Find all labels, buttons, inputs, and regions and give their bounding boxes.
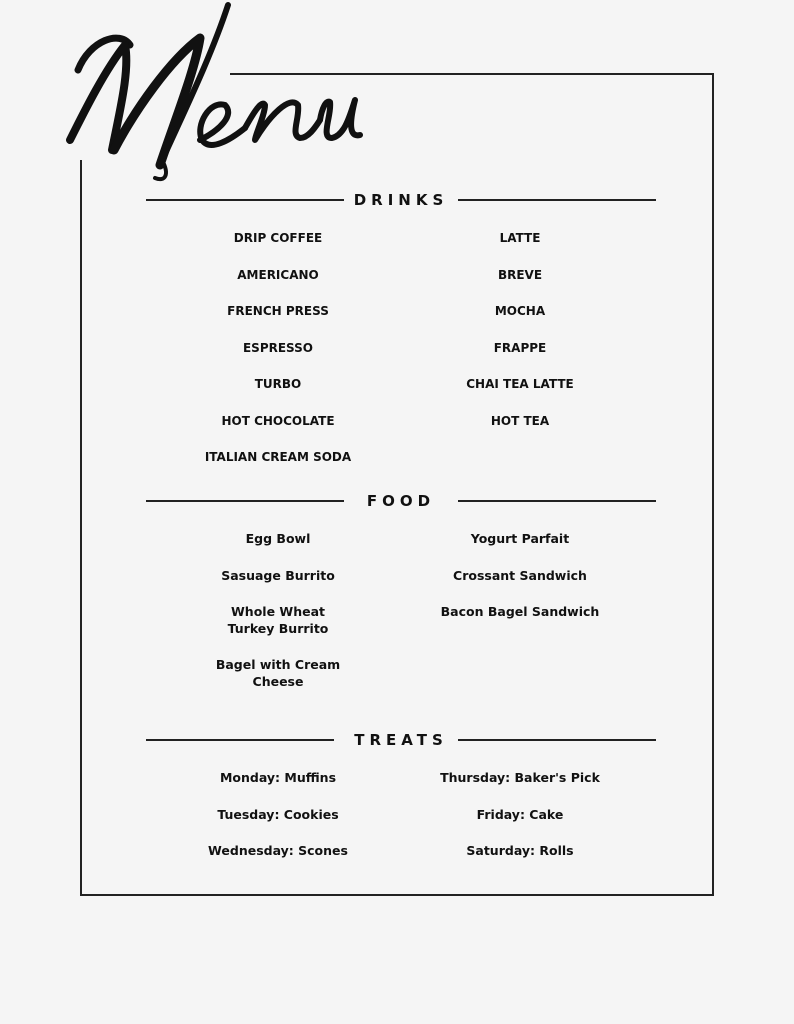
menu-item: CHAI TEA LATTE: [466, 377, 574, 391]
menu-item: FRAPPE: [493, 340, 547, 355]
menu-item: Whole Wheat Turkey Burrito: [227, 604, 329, 636]
menu-item: DRIP COFFEE: [233, 231, 323, 245]
menu-item: LATTE: [499, 231, 541, 245]
menu-item: ITALIAN CREAM SODA: [204, 450, 352, 464]
menu-item: HOT CHOCOLATE: [221, 413, 335, 428]
menu-item: Wednesday: Scones: [208, 843, 348, 858]
menu-item: Egg Bowl: [245, 531, 311, 546]
section-heading-drinks: DRINKS: [353, 191, 449, 209]
menu-item: Thursday: Baker's Pick: [440, 770, 600, 785]
menu-item: Yogurt Parfait: [470, 531, 570, 546]
menu-item: Bagel with Cream Cheese: [215, 657, 341, 689]
menu-item: TURBO: [254, 377, 302, 391]
section-header-food: [146, 491, 656, 511]
menu-item: BREVE: [497, 267, 543, 282]
menu-item: Friday: Cake: [476, 806, 564, 822]
menu-item: FRENCH PRESS: [227, 304, 329, 318]
divider-right: [458, 739, 656, 741]
section-header-treats: [146, 730, 656, 750]
menu-item: Crossant Sandwich: [453, 567, 587, 583]
menu-item: Bacon Bagel Sandwich: [440, 604, 600, 619]
menu-item: HOT TEA: [490, 413, 550, 428]
menu-item: ESPRESSO: [242, 340, 314, 355]
section-heading-food: FOOD: [366, 492, 436, 510]
section-header-drinks: [146, 190, 656, 210]
menu-item: MOCHA: [494, 304, 546, 318]
section-heading-treats: TREATS: [354, 731, 448, 749]
menu-item: Sasuage Burrito: [221, 567, 335, 583]
menu-item: Saturday: Rolls: [466, 843, 574, 858]
divider-right: [458, 199, 656, 201]
menu-item: AMERICANO: [237, 267, 319, 282]
menu-item: Tuesday: Cookies: [217, 806, 339, 822]
menu-item: Monday: Muffins: [219, 770, 337, 785]
divider-right: [458, 500, 656, 502]
menu-title-script: [50, 0, 380, 190]
